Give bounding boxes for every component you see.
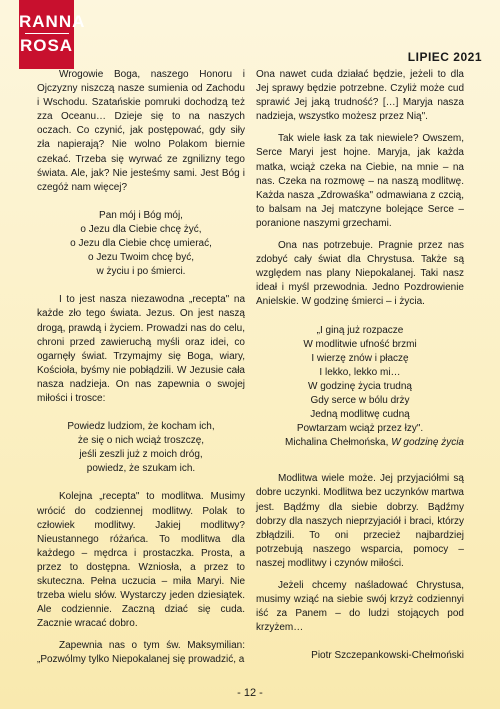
logo-word-rosa: ROSA (19, 36, 74, 55)
poem-author: Michalina Chełmońska, (285, 437, 389, 449)
verse-line: o Jezu dla Ciebie chcę umierać, (70, 238, 212, 250)
logo-word-ranna: RANNA (19, 12, 86, 31)
verse-line: Jedną modlitwę cudną (310, 409, 410, 421)
verse-line: powiedz, że szukam ich. (86, 463, 196, 475)
verse-line: Powtarzam wciąż przez łzy". (296, 423, 424, 435)
verse-line: Gdy serce w bólu drży (310, 394, 410, 406)
left-column (37, 68, 245, 668)
quoted-verse (37, 420, 245, 476)
paragraph: Kolejna „recepta" to modlitwa. Musimy wrócić do codziennej modlitwy. Polak to człowiek modlitwy. Jakiej modlitwy? Nieustannego różańca. To modlitwa dla każdego – mędrca i prostaczka. Prosta, a przez to dostępna. Wzniosła, a przez to skuteczna. Pełna uczucia – miła Maryi. Nie trzeba wielu słów. Wystarczy jeden dziesiątek. Ale codziennie. Zaczną dziać się cuda. Zacznie wracać dobro. (37, 491, 245, 630)
verse-line: I wierzę znów i płaczę (311, 352, 409, 364)
paragraph: Zapewnia nas o tym św. Maksymilian: „Pozwólmy tylko Niepokalanej się prowadzić, a (37, 640, 245, 666)
verse-line: „I giną już rozpacze (316, 324, 404, 336)
verse-line: I lekko, lekko mi… (319, 366, 401, 378)
verse-line: w życiu i po śmierci. (96, 266, 186, 278)
prayer-verse (37, 209, 245, 279)
verse-line: że się o nich wciąż troszczę, (77, 435, 205, 447)
paragraph: Jeżeli chcemy naśladować Chrystusa, musimy wziąć na siebie swój krzyż codziennyi iść za Panem – do ludzi stojących pod krzyżem… (256, 580, 464, 634)
paragraph: Modlitwa wiele może. Jej przyjaciółmi są dobre uczynki. Modlitwa bez uczynków martwa jest. Bądźmy dla siebie dobrzy. Bądźmy dobrzy dla naszych nieprzyjaciół i braci, którzy zbłądzili. To oni przecież najbardziej potrzebują naszego wsparcia, pomocy – naszej modlitwy i czynów miłości. (256, 473, 464, 569)
page-number: - 12 - (237, 687, 263, 699)
paragraph: Wrogowie Boga, naszego Honoru i Ojczyzny niszczą nasze sumienia od Zachodu i Wschodu. Szatańskie pomruki dochodzą też zza Oceanu… Dzieje się to na naszych oczach. Co czynić, jak postępować, gdy siły zła napierają? Nie wolno Polakom biernie czekać. Trzeba się wyrwać ze zgnilizny tego świata. Ale, jak? Nie jesteśmy sami. Jest Bóg i czegóż nam więcej? (37, 69, 245, 193)
verse-line: o Jezu Twoim chcę być, (88, 252, 194, 264)
poem-attribution (256, 436, 464, 450)
verse-line: Powiedz ludziom, że kocham ich, (67, 421, 215, 433)
paragraph: I to jest nasza niezawodna „recepta" na każde zło tego świata. Jezus. On jest naszą drogą, prawdą i życiem. Prowadzi nas do celu, chroni przed zawieruchą myśli oraz idei, co ogarnęły świat. Trzymajmy się Boga, wiary, Kościoła, byśmy nie pobłądzili. W Jezusie cała nasza nadzieja. On nas zapewnia o swojej miłości i trosce: (37, 294, 245, 404)
verse-line: W modlitwie ufność brzmi (303, 338, 417, 350)
verse-line: W godzinę życia trudną (308, 380, 412, 392)
verse-line: o Jezu dla Ciebie chcę żyć, (80, 223, 202, 235)
poem-title: W godzinę życia (391, 437, 464, 449)
issue-date: LIPIEC 2021 (407, 50, 482, 64)
quoted-poem (256, 324, 464, 437)
magazine-logo (19, 0, 86, 69)
verse-line: jeśli zeszli już z moich dróg, (79, 449, 203, 461)
paragraph: Ona nas potrzebuje. Pragnie przez nas zdobyć cały świat dla Chrystusa. Także są względem nas plany Niepokalanej. Taki nasz ideał i myśl przewodnia. Jedno Pozdrowienie Anielskie. W godzinę śmierci – i życia. (256, 240, 464, 308)
verse-line: Pan mój i Bóg mój, (99, 209, 183, 221)
paragraph: Ona nawet cuda działać będzie, jeżeli to dla Jej sprawy będzie potrzebne. Czyliż może cud sprawić Jej jaką trudność? […] Maryja nasza nadzieja, wszystko możesz przez Nią". (256, 69, 464, 123)
right-column (256, 68, 464, 663)
article-author: Piotr Szczepankowski-Chełmoński (311, 650, 464, 662)
logo-divider (25, 33, 69, 34)
paragraph: Tak wiele łask za tak niewiele? Owszem, Serce Maryi jest hojne. Maryja, jak każda matka, wciąż czeka na Ciebie, na mnie – na nas. Czeka na rozmowę – na naszą modlitwę. Każda nasza „Zdrowaśka" odmawiana z czcią, to balsam na Jej matczyne bolejące Serce – poranione naszymi grzechami. (256, 133, 464, 229)
